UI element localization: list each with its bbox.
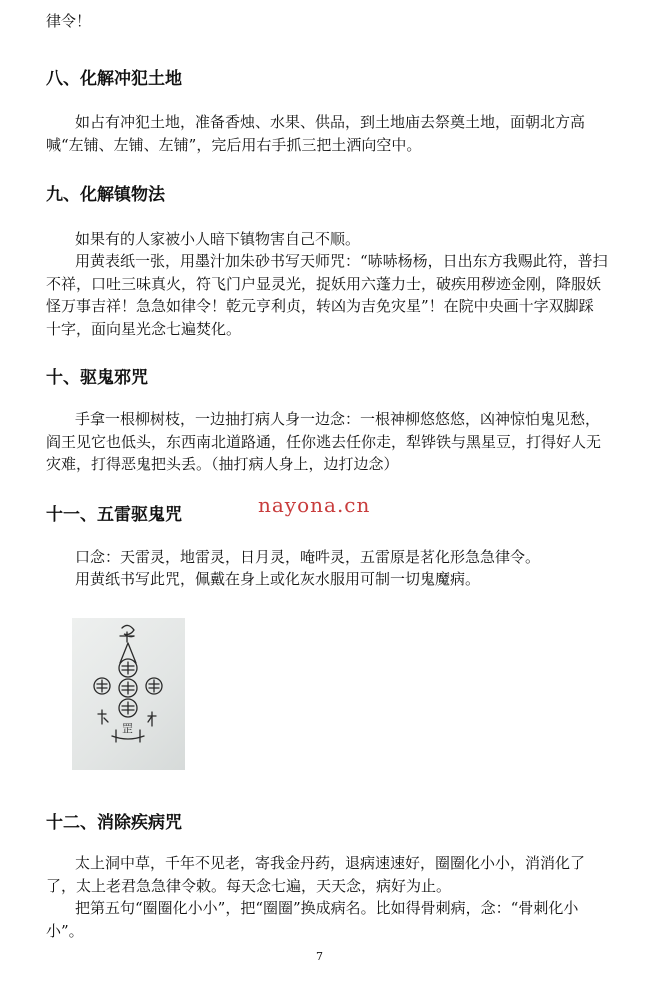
section-heading-12: 十二、消除疾病咒 xyxy=(46,813,182,833)
section-9-paragraph-1: 如果有的人家被小人暗下镇物害自己不顺。 xyxy=(75,230,361,248)
talisman-photo xyxy=(72,618,185,770)
section-12-paragraph-1: 太上洞中草，千年不见老，寄我金丹药，退病速速好，圈圈化小小，消消化了了，太上老君急急律令敕。每天念七遍，天天念，病好为止。 xyxy=(46,854,586,895)
section-11-paragraph-2: 用黄纸书写此咒，佩戴在身上或化灰水服用可制一切鬼魔病。 xyxy=(75,570,481,588)
page-number: 7 xyxy=(316,950,323,963)
talisman-drawing xyxy=(72,618,185,770)
section-9-paragraph-2: 用黄表纸一张，用墨汁加朱砂书写天师咒：“哧哧杨杨，日出东方我赐此符，普扫不祥，口吐三味真火，符飞门户显灵光，捉妖用六蓬力士，破疾用秽迹金刚，降服妖怪万事吉祥！急急如律令！乾元亨利贞，转凶为吉免灾星”！在院中央画十字双脚踩十字，面向星光念七遍焚化。 xyxy=(46,252,608,338)
section-heading-10: 十、驱鬼邪咒 xyxy=(46,368,148,388)
section-12-paragraph-2: 把第五句“圈圈化小小”，把“圈圈”换成病名。比如得骨刺病，念：“骨刺化小小”。 xyxy=(46,899,579,940)
section-heading-9: 九、化解镇物法 xyxy=(46,185,165,205)
talisman-glyph: 罡 xyxy=(122,722,133,735)
watermark: nayona.cn xyxy=(258,493,371,517)
intro-line: 律令！ xyxy=(46,12,92,30)
section-8-paragraph-1: 如占有冲犯土地，准备香烛、水果、供品，到土地庙去祭奠土地，面朝北方高喊“左铺、左铺、左铺”，完后用右手抓三把土洒向空中。 xyxy=(46,113,586,154)
section-heading-8: 八、化解冲犯土地 xyxy=(46,69,182,89)
section-10-paragraph-1: 手拿一根柳树枝，一边抽打病人身一边念：一根神柳悠悠悠，凶神惊怕鬼见愁，阎王见它也低头，东西南北道路通，任你逃去任你走，犁铧铁与黑星豆，打得好人无灾难，打得恶鬼把头丢。（抽打病人身上，边打边念） xyxy=(46,410,602,473)
section-11-paragraph-1: 口念：天雷灵，地雷灵，日月灵，唵吽灵，五雷原是茗化形急急律令。 xyxy=(75,548,541,566)
section-heading-11: 十一、五雷驱鬼咒 xyxy=(46,505,182,525)
